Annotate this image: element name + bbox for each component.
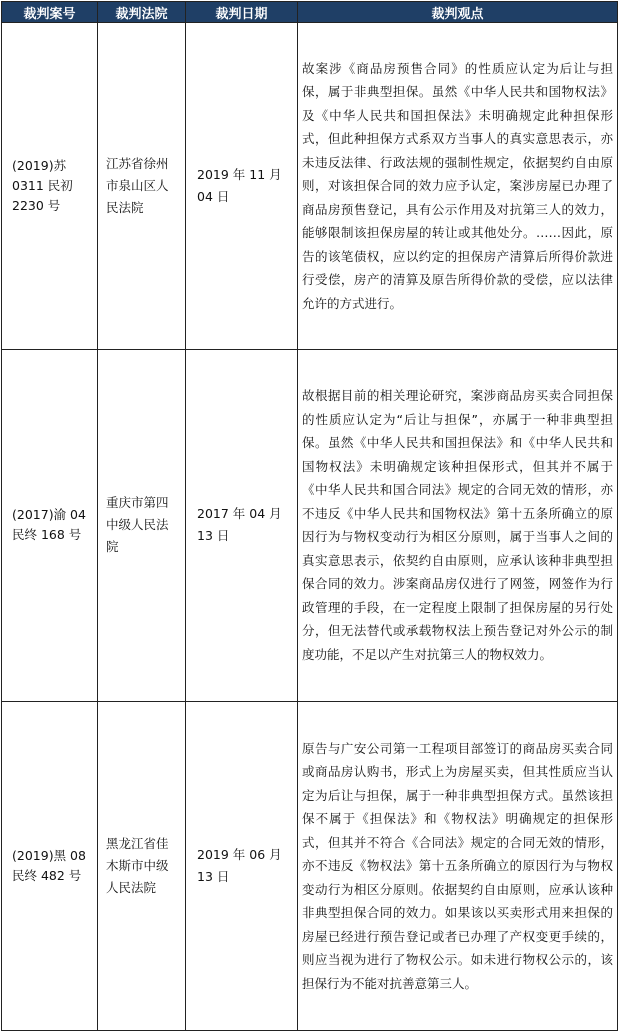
case-no-line: (2019)黑 08 [12, 848, 86, 864]
case-no-cell [2, 349, 98, 702]
court-line: 院 [106, 539, 119, 555]
date-cell [186, 23, 298, 350]
header-opinion: 裁判观点 [298, 2, 618, 23]
date-line: 13 日 [197, 869, 230, 885]
header-court: 裁判法院 [98, 2, 186, 23]
court-cell [98, 23, 186, 350]
date-cell [186, 702, 298, 1031]
date-line: 2019 年 06 月 [197, 847, 282, 863]
court-line: 市泉山区人 [106, 177, 169, 193]
judgment-table [1, 1, 618, 1031]
header-row [2, 2, 618, 23]
date-line: 2019 年 11 月 [197, 166, 282, 182]
date-cell [186, 349, 298, 702]
case-no-cell [2, 23, 98, 350]
date-line: 04 日 [197, 188, 230, 204]
court-line: 人民法院 [106, 880, 157, 896]
court-line: 黑龙江省佳 [106, 836, 169, 852]
court-line: 民法院 [106, 199, 144, 215]
court-line: 江苏省徐州 [106, 155, 169, 171]
court-cell [98, 349, 186, 702]
court-cell [98, 702, 186, 1031]
court-line: 木斯市中级 [106, 858, 169, 874]
case-no-line: 民终 168 号 [12, 527, 82, 543]
case-no-cell [2, 702, 98, 1031]
header-case-no: 裁判案号 [2, 2, 98, 23]
opinion-cell: 故根据目前的相关理论研究，案涉商品房买卖合同担保的性质应认定为“后让与担保”，亦属于一种非典型担保。虽然《中华人民共和国担保法》和《中华人民共和国物权法》未明确规定该种担保形式，但其并不属于《中华人民共和国合同法》规定的合同无效的情形，亦不违反《中华人民共和国物权法》第十五条所确立的原因行为与物权变动行为相区分原则，属于当事人之间的真实意思表示，依契约自由原则，应承认该种非典型担保合同的效力。涉案商品房仅进行了网签，网签作为行政管理的手段，在一定程度上限制了担保房屋的另行处分，但无法替代或承载物权法上预告登记对外公示的制度功能，不足以产生对抗第三人的物权效力。 [298, 349, 618, 702]
date-line: 2017 年 04 月 [197, 506, 282, 522]
table-row [2, 23, 618, 350]
table-row [2, 349, 618, 702]
header-date: 裁判日期 [186, 2, 298, 23]
case-no-line: 民终 482 号 [12, 868, 82, 884]
court-line: 中级人民法 [106, 517, 169, 533]
opinion-cell: 故案涉《商品房预售合同》的性质应认定为后让与担保，属于非典型担保。虽然《中华人民共和国物权法》及《中华人民共和国担保法》未明确规定此种担保形式，但此种担保方式系双方当事人的真实意思表示，亦未违反法律、行政法规的强制性规定，依据契约自由原则，对该担保合同的效力应予认定，案涉房屋已办理了商品房预售登记，具有公示作用及对抗第三人的效力，能够限制该担保房屋的转让或其他处分。……因此，原告的该笔债权，应以约定的担保房产清算后所得价款进行受偿，房产的清算及原告所得价款的受偿，应以法律允许的方式进行。 [298, 23, 618, 350]
case-no-line: 0311 民初 [12, 177, 73, 193]
court-line: 重庆市第四 [106, 495, 169, 511]
case-no-line: (2019)苏 [12, 157, 67, 173]
case-no-line: (2017)渝 04 [12, 507, 86, 523]
date-line: 13 日 [197, 528, 230, 544]
table-row [2, 702, 618, 1031]
opinion-cell: 原告与广安公司第一工程项目部签订的商品房买卖合同或商品房认购书，形式上为房屋买卖，但其性质应当认定为后让与担保，属于一种非典型担保方式。虽然该担保不属于《担保法》和《物权法》明确规定的担保形式，但其并不符合《合同法》规定的合同无效的情形，亦不违反《物权法》第十五条所确立的原因行为与物权变动行为相区分原则。依据契约自由原则，应承认该种非典型担保合同的效力。如果该以买卖形式用来担保的房屋已经进行预告登记或者已办理了产权变更手续的，则应当视为进行了物权公示。如未进行物权公示的，该担保行为不能对抗善意第三人。 [298, 702, 618, 1031]
case-no-line: 2230 号 [12, 197, 61, 213]
